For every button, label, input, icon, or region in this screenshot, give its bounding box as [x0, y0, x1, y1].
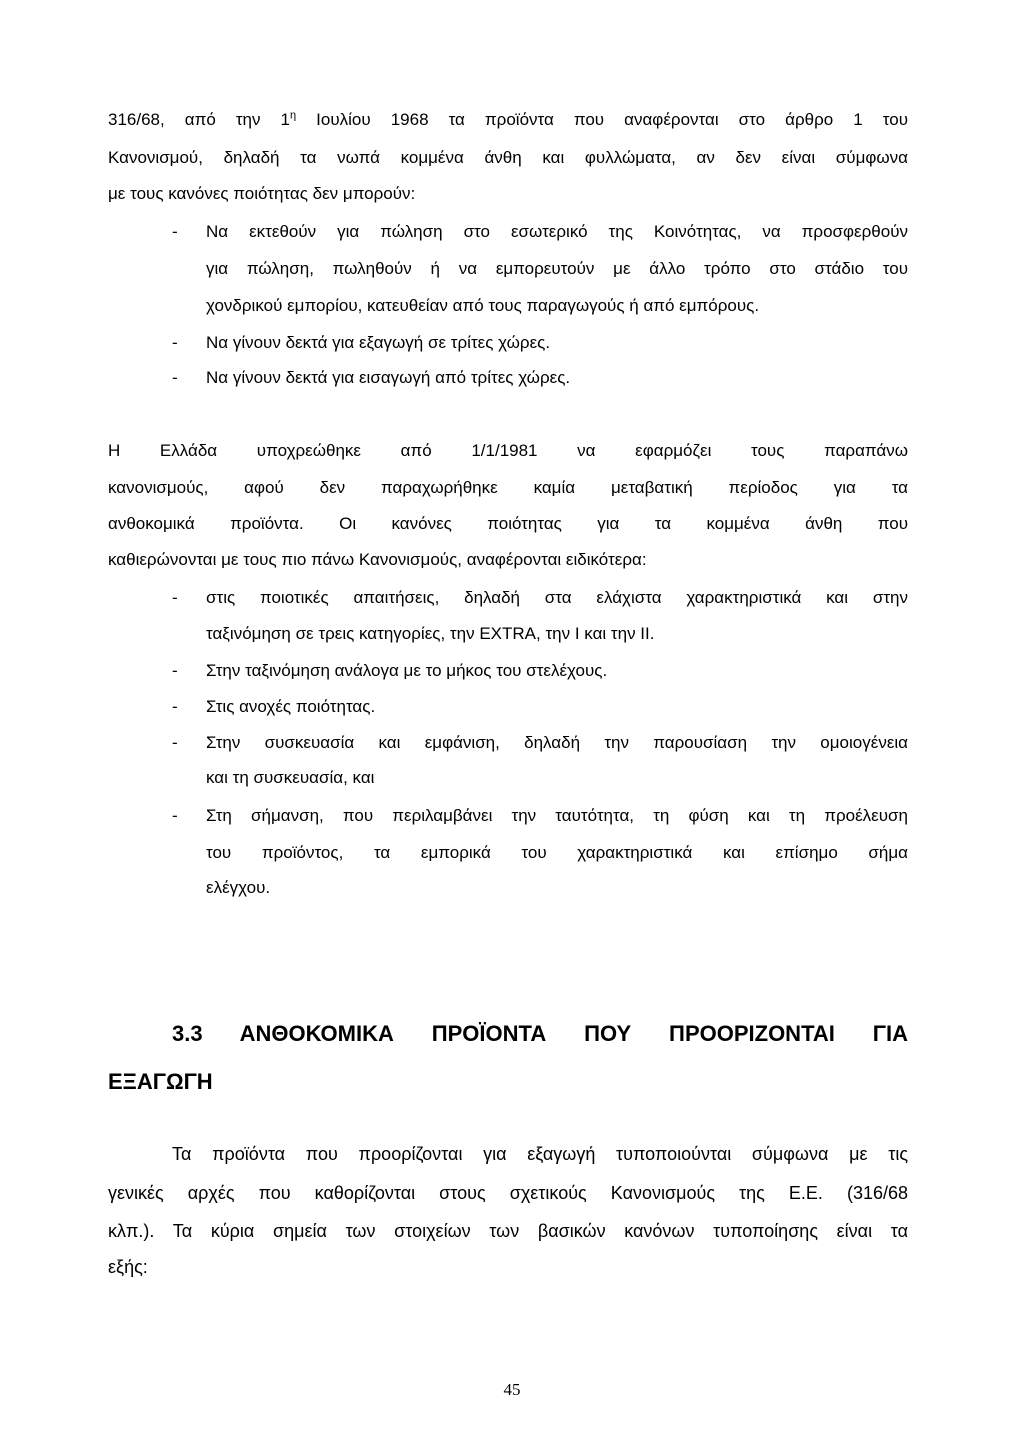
- list-item-line: Στη σήμανση, που περιλαμβάνει την ταυτότητα, τη φύση και τη προέλευση: [206, 806, 908, 825]
- list-item-line: ελέγχου.: [206, 878, 271, 897]
- intro-line: με τους κανόνες ποιότητας δεν μπορούν:: [108, 184, 416, 203]
- intro-line: Κανονισμού, δηλαδή τα νωπά κομμένα άνθη και φυλλώματα, αν δεν είναι σύμφωνα: [108, 148, 908, 167]
- paragraph-line: γενικές αρχές που καθορίζονται στους σχετικούς Κανονισμούς της Ε.Ε. (316/68: [108, 1183, 908, 1203]
- paragraph-line: κανονισμούς, αφού δεν παραχωρήθηκε καμία μεταβατική περίοδος για τα: [108, 478, 908, 497]
- list-item-line: Να γίνουν δεκτά για εισαγωγή από τρίτες χώρες.: [206, 368, 571, 387]
- paragraph-line: Η Ελλάδα υποχρεώθηκε από 1/1/1981 να εφαρμόζει τους παραπάνω: [108, 441, 908, 460]
- list-item-line: ταξινόμηση σε τρεις κατηγορίες, την EXTRA, την I και την II.: [206, 624, 655, 643]
- list-item-line: Στην ταξινόμηση ανάλογα με το μήκος του στελέχους.: [206, 661, 608, 680]
- list-item-line: Στην συσκευασία και εμφάνιση, δηλαδή την παρουσίαση την ομοιογένεια: [206, 733, 908, 752]
- list-dash: -: [172, 806, 178, 825]
- list-dash: -: [172, 333, 178, 352]
- section-heading-continued: ΕΞΑΓΩΓΗ: [108, 1069, 213, 1094]
- paragraph-line: ανθοκομικά προϊόντα. Οι κανόνες ποιότητας για τα κομμένα άνθη που: [108, 514, 908, 533]
- intro-text: Ιουλίου 1968 τα προϊόντα που αναφέρονται στο άρθρο 1 του: [296, 110, 908, 129]
- paragraph-line: κλπ.). Τα κύρια σημεία των στοιχείων των βασικών κανόνων τυποποίησης είναι τα: [108, 1221, 908, 1241]
- list-dash: -: [172, 222, 178, 241]
- list-dash: -: [172, 368, 178, 387]
- list-item-line: του προϊόντος, τα εμπορικά του χαρακτηριστικά και επίσημο σήμα: [206, 843, 908, 862]
- list-dash: -: [172, 697, 178, 716]
- list-item-line: για πώληση, πωληθούν ή να εμπορευτούν με άλλο τρόπο στο στάδιο του: [206, 259, 908, 278]
- list-item-line: και τη συσκευασία, και: [206, 768, 375, 787]
- list-dash: -: [172, 661, 178, 680]
- intro-line: [108, 110, 908, 130]
- intro-text: 316/68, από την 1: [108, 110, 290, 129]
- list-dash: -: [172, 588, 178, 607]
- page-number: 45: [503, 1380, 521, 1399]
- paragraph-line: Τα προϊόντα που προορίζονται για εξαγωγή τυποποιούνται σύμφωνα με τις: [172, 1144, 908, 1164]
- list-item-line: Στις ανοχές ποιότητας.: [206, 697, 376, 716]
- list-item-line: στις ποιοτικές απαιτήσεις, δηλαδή στα ελάχιστα χαρακτηριστικά και στην: [206, 588, 908, 607]
- superscript: η: [290, 109, 297, 122]
- paragraph-line: καθιερώνονται με τους πιο πάνω Κανονισμούς, αναφέρονται ειδικότερα:: [108, 550, 647, 569]
- list-item-line: Να εκτεθούν για πώληση στο εσωτερικό της Κοινότητας, να προσφερθούν: [206, 222, 908, 241]
- list-item-line: Να γίνουν δεκτά για εξαγωγή σε τρίτες χώρες.: [206, 333, 551, 352]
- paragraph-line: εξής:: [108, 1257, 148, 1277]
- section-heading: 3.3 ΑΝΘΟΚΟΜΙΚΑ ΠΡΟΪΟΝΤΑ ΠΟΥ ΠΡΟΟΡΙΖΟΝΤΑΙ ΓΙΑ: [172, 1021, 908, 1046]
- list-dash: -: [172, 733, 178, 752]
- list-item-line: χονδρικού εμπορίου, κατευθείαν από τους παραγωγούς ή από εμπόρους.: [206, 296, 760, 315]
